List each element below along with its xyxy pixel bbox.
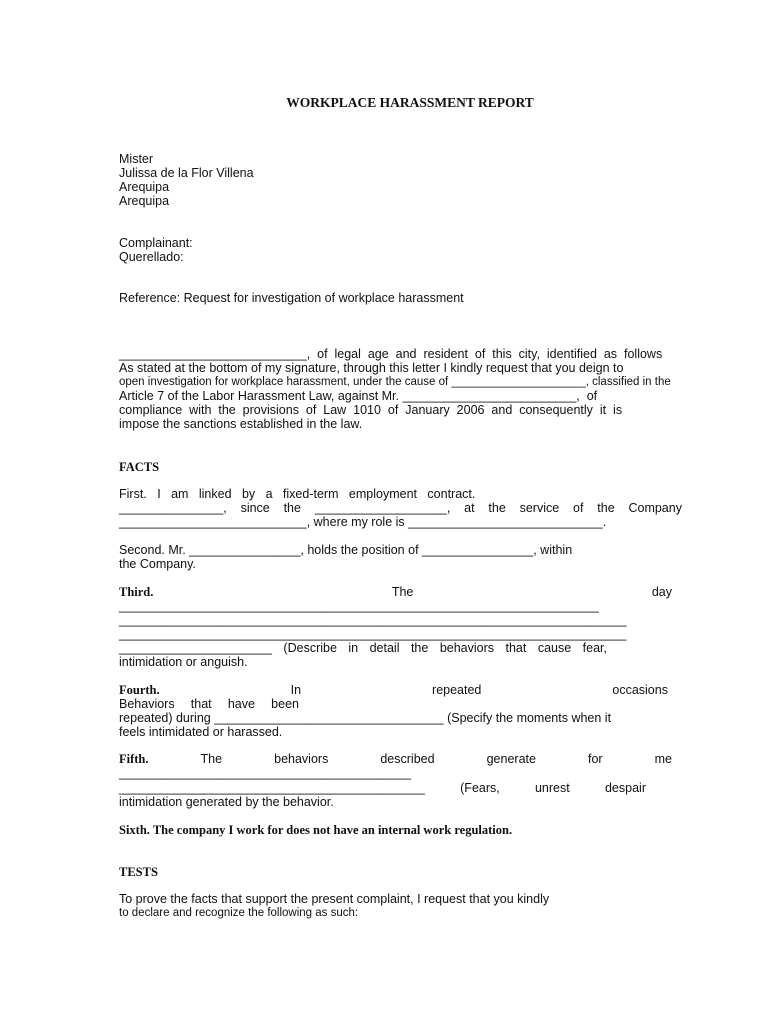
word: fear, xyxy=(582,641,607,655)
sixth-fact-line: Sixth. The company I work for does not have an internal work regulation. xyxy=(119,823,513,837)
third-fact-line: intimidation or anguish. xyxy=(119,655,248,669)
word: despair xyxy=(604,781,646,795)
intro-line: impose the sanctions established in the law. xyxy=(119,417,363,431)
tests-line: to declare and recognize the following as such: xyxy=(119,907,359,919)
facts-heading: FACTS xyxy=(119,460,160,474)
word: Company xyxy=(628,501,682,515)
word: occasions xyxy=(612,683,668,697)
third-fact-line: _________________________________________________________________________ xyxy=(119,627,627,641)
fifth-fact-justified-line xyxy=(119,781,646,795)
word: me xyxy=(654,752,672,766)
word: service xyxy=(519,501,560,515)
fourth-fact-head: Fourth. xyxy=(119,683,160,697)
word: Behaviors xyxy=(119,697,175,711)
fifth-fact-justified-line xyxy=(119,752,672,766)
complainant-label: Complainant: xyxy=(119,236,193,250)
word: unrest xyxy=(534,781,570,795)
third-fact-head: Third. xyxy=(119,585,154,599)
word: that xyxy=(505,641,527,655)
document-title: WORKPLACE HARASSMENT REPORT xyxy=(286,95,534,110)
first-fact-line: First. I am linked by a fixed-term employment contract. xyxy=(119,487,476,501)
fifth-fact-line: intimidation generated by the behavior. xyxy=(119,795,334,809)
intro-line: compliance with the provisions of Law 1010 of January 2006 and consequently it is xyxy=(119,403,623,417)
word: In xyxy=(290,683,302,697)
word: that xyxy=(190,697,212,711)
word: detail xyxy=(369,641,400,655)
word: behaviors xyxy=(274,752,329,766)
word: (Describe xyxy=(283,641,337,655)
fourth-fact-justified-line xyxy=(119,697,299,711)
fourth-fact-justified-line xyxy=(119,683,668,697)
first-fact-line: ___________________________, where my role is ____________________________. xyxy=(119,515,607,529)
second-fact-line: Second. Mr. ________________, holds the position of ________________, within xyxy=(119,543,573,557)
fourth-fact-line: feels intimidated or harassed. xyxy=(119,725,283,739)
word: the xyxy=(410,641,429,655)
word: have xyxy=(227,697,255,711)
word: _______________, xyxy=(119,501,227,515)
word: repeated xyxy=(432,683,482,697)
word: the xyxy=(597,501,615,515)
fifth-fact-head: Fifth. xyxy=(119,752,149,766)
word: been xyxy=(271,697,299,711)
reference-line: Reference: Request for investigation of workplace harassment xyxy=(119,291,464,305)
word: generate xyxy=(486,752,536,766)
word: cause xyxy=(537,641,572,655)
word: ___________________, xyxy=(314,501,451,515)
fifth-fact-line: __________________________________________ xyxy=(119,766,411,780)
address-line: Arequipa xyxy=(119,194,170,208)
word: described xyxy=(380,752,435,766)
intro-line: As stated at the bottom of my signature, through this letter I kindly request that you deign to xyxy=(119,361,624,375)
word: behaviors xyxy=(439,641,495,655)
second-fact-line: the Company. xyxy=(119,557,196,571)
word: day xyxy=(651,585,672,599)
address-line: Arequipa xyxy=(119,180,170,194)
fourth-fact-line: repeated) during _________________________________ (Specify the moments when it xyxy=(119,711,612,725)
word: of xyxy=(573,501,584,515)
third-fact-line: _____________________________________________________________________ xyxy=(119,599,599,613)
third-fact-justified-line xyxy=(119,641,607,655)
word: ______________________ xyxy=(119,641,272,655)
word: (Fears, xyxy=(460,781,500,795)
third-fact-justified-line xyxy=(119,585,672,599)
word: The xyxy=(200,752,223,766)
intro-line: Article 7 of the Labor Harassment Law, against Mr. _________________________, of xyxy=(119,389,598,403)
word: since xyxy=(240,501,270,515)
tests-heading: TESTS xyxy=(119,865,158,879)
word: in xyxy=(348,641,359,655)
word: for xyxy=(587,752,603,766)
tests-line: To prove the facts that support the present complaint, I request that you kindly xyxy=(119,892,550,906)
intro-line: ___________________________, of legal age and resident of this city, identified as follows xyxy=(119,347,663,361)
first-fact-justified-line xyxy=(119,501,682,515)
word: the xyxy=(488,501,506,515)
third-fact-line: _________________________________________________________________________ xyxy=(119,613,627,627)
word: at xyxy=(464,501,475,515)
querellado-label: Querellado: xyxy=(119,250,184,264)
word: the xyxy=(283,501,301,515)
word: ____________________________________________ xyxy=(119,781,425,795)
intro-line: open investigation for workplace harassment, under the cause of _____________________, classified in the xyxy=(119,376,671,388)
address-line: Julissa de la Flor Villena xyxy=(119,166,254,180)
address-line: Mister xyxy=(119,152,154,166)
word: The xyxy=(391,585,414,599)
